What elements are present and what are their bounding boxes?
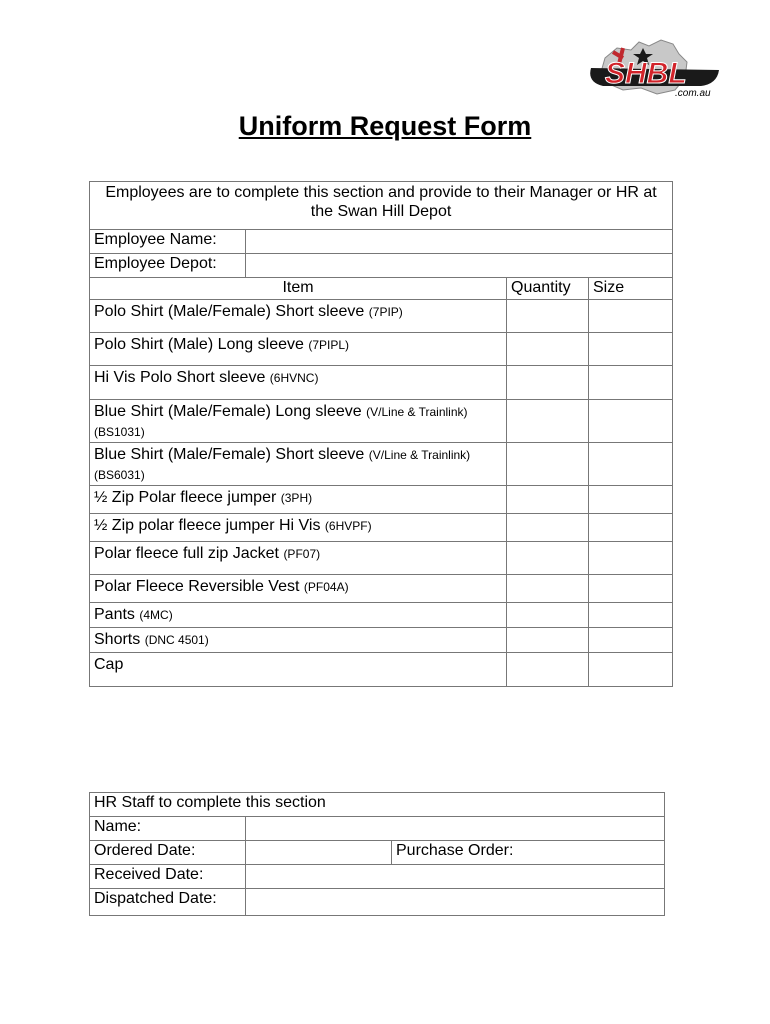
hr-name-label: Name:	[90, 817, 246, 841]
employee-name-field[interactable]	[246, 230, 673, 254]
item-row	[90, 333, 673, 366]
item-quantity-field[interactable]	[507, 400, 589, 443]
employee-depot-label: Employee Depot:	[90, 254, 246, 278]
item-quantity-field[interactable]	[507, 542, 589, 575]
item-name: Polo Shirt (Male) Long sleeve	[94, 336, 304, 353]
item-row	[90, 653, 673, 687]
item-code: (4MC)	[139, 608, 173, 622]
item-quantity-field[interactable]	[507, 443, 589, 486]
item-row	[90, 514, 673, 542]
item-quantity-field[interactable]	[507, 333, 589, 366]
dispatched-date-label: Dispatched Date:	[90, 889, 246, 916]
employee-section-table	[89, 181, 673, 687]
item-quantity-field[interactable]	[507, 628, 589, 653]
item-name: Polar Fleece Reversible Vest	[94, 578, 300, 595]
item-code: (7PIP)	[368, 305, 403, 319]
item-row	[90, 603, 673, 628]
item-row	[90, 486, 673, 514]
item-row	[90, 628, 673, 653]
item-row	[90, 443, 673, 486]
employee-depot-field[interactable]	[246, 254, 673, 278]
employee-instructions: Employees are to complete this section and provide to their Manager or HR at the Swan Hill Depot	[90, 182, 673, 230]
size-column-header: Size	[589, 278, 673, 300]
item-name: Polar fleece full zip Jacket	[94, 545, 279, 562]
item-size-field[interactable]	[589, 366, 673, 400]
item-code: (DNC 4501)	[144, 633, 209, 647]
item-row	[90, 542, 673, 575]
item-row	[90, 300, 673, 333]
item-quantity-field[interactable]	[507, 514, 589, 542]
item-name-cell	[90, 628, 507, 653]
item-name-cell	[90, 514, 507, 542]
item-code: (PF04A)	[303, 580, 349, 594]
received-date-field[interactable]	[246, 865, 665, 889]
item-size-field[interactable]	[589, 443, 673, 486]
item-name-cell	[90, 653, 507, 687]
item-quantity-field[interactable]	[507, 300, 589, 333]
purchase-order-label: Purchase Order:	[396, 842, 514, 859]
item-code: (6HVNC)	[269, 371, 319, 385]
item-name: Blue Shirt (Male/Female) Short sleeve	[94, 446, 365, 463]
item-name: Pants	[94, 606, 135, 623]
item-name-cell	[90, 333, 507, 366]
quantity-column-header: Quantity	[507, 278, 589, 300]
item-name-cell	[90, 300, 507, 333]
hr-name-field[interactable]	[246, 817, 665, 841]
item-row	[90, 366, 673, 400]
item-quantity-field[interactable]	[507, 486, 589, 514]
item-column-header: Item	[90, 278, 507, 300]
item-size-field[interactable]	[589, 628, 673, 653]
purchase-order-field[interactable]	[392, 841, 665, 865]
item-name-cell	[90, 486, 507, 514]
item-quantity-field[interactable]	[507, 366, 589, 400]
item-size-field[interactable]	[589, 333, 673, 366]
logo-text: SHBL	[605, 57, 687, 90]
item-quantity-field[interactable]	[507, 653, 589, 687]
item-size-field[interactable]	[589, 400, 673, 443]
shbl-logo	[583, 38, 723, 100]
item-name-cell	[90, 443, 507, 486]
employee-name-label: Employee Name:	[90, 230, 246, 254]
ordered-date-label: Ordered Date:	[90, 841, 246, 865]
item-name: Polo Shirt (Male/Female) Short sleeve	[94, 303, 365, 320]
item-size-field[interactable]	[589, 653, 673, 687]
item-size-field[interactable]	[589, 575, 673, 603]
item-name-cell	[90, 400, 507, 443]
item-size-field[interactable]	[589, 542, 673, 575]
item-code: (V/Line & Trainlink) (BS1031)	[94, 405, 468, 439]
item-code: (V/Line & Trainlink) (BS6031)	[94, 448, 471, 482]
item-code: (PF07)	[283, 547, 321, 561]
item-code: (6HVPF)	[324, 519, 372, 533]
item-code: (3PH)	[280, 491, 313, 505]
item-size-field[interactable]	[589, 486, 673, 514]
item-name: Blue Shirt (Male/Female) Long sleeve	[94, 403, 362, 420]
dispatched-date-field[interactable]	[246, 889, 665, 916]
item-name-cell	[90, 603, 507, 628]
item-name: Hi Vis Polo Short sleeve	[94, 369, 266, 386]
item-name-cell	[90, 575, 507, 603]
item-name-cell	[90, 542, 507, 575]
item-size-field[interactable]	[589, 603, 673, 628]
item-name-cell	[90, 366, 507, 400]
item-name: ½ Zip polar fleece jumper Hi Vis	[94, 517, 321, 534]
item-name: Shorts	[94, 631, 141, 648]
item-code: (7PIPL)	[308, 338, 350, 352]
item-row	[90, 575, 673, 603]
item-name: ½ Zip Polar fleece jumper	[94, 489, 277, 506]
item-size-field[interactable]	[589, 514, 673, 542]
item-size-field[interactable]	[589, 300, 673, 333]
item-quantity-field[interactable]	[507, 603, 589, 628]
item-name: Cap	[94, 656, 124, 673]
item-row	[90, 400, 673, 443]
ordered-date-field[interactable]	[246, 841, 392, 865]
hr-section-heading: HR Staff to complete this section	[90, 793, 665, 817]
hr-section-table	[89, 792, 665, 916]
page-title: Uniform Request Form	[238, 111, 532, 141]
item-quantity-field[interactable]	[507, 575, 589, 603]
received-date-label: Received Date:	[90, 865, 246, 889]
logo-suffix: .com.au	[675, 88, 711, 99]
